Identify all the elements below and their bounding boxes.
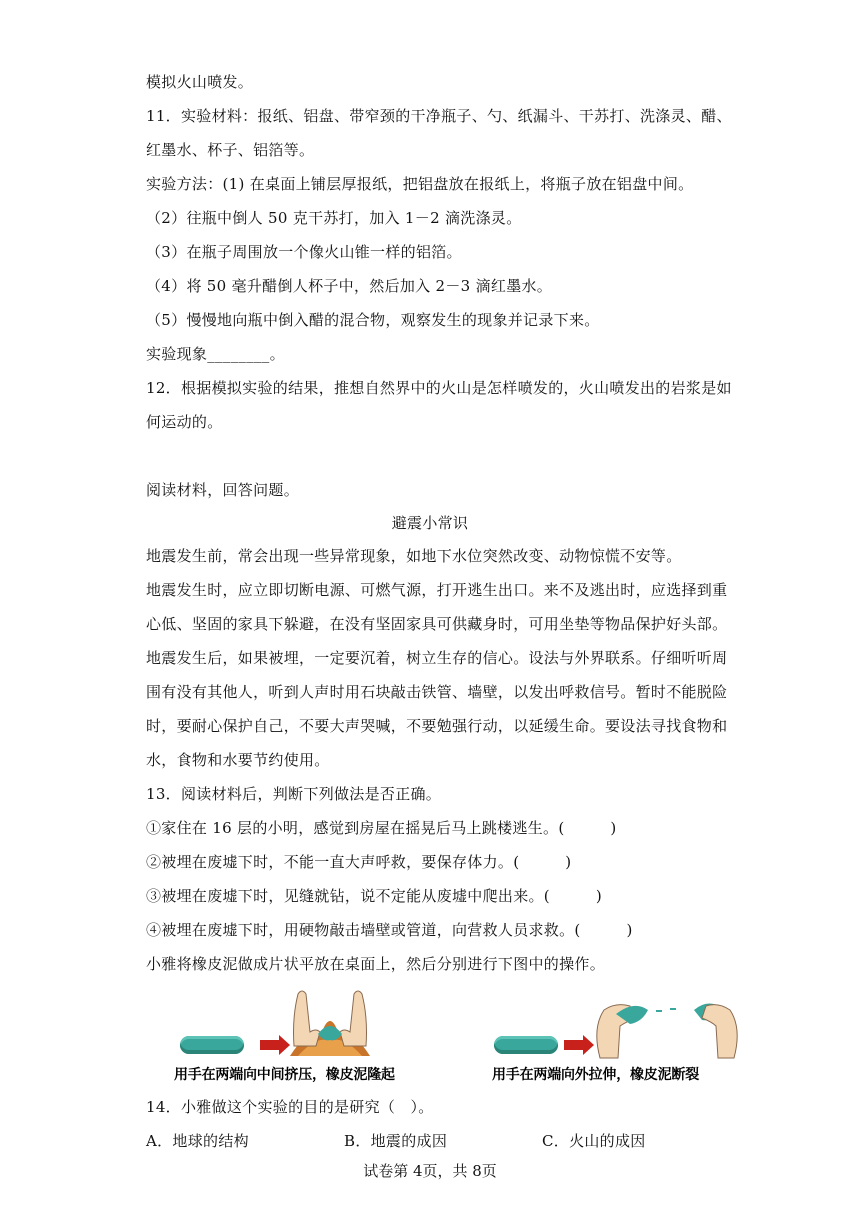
hands-squeezing-clay-image <box>288 988 372 1058</box>
clay-slab-image <box>180 1036 244 1054</box>
stretching-caption: 用手在两端向外拉伸，橡皮泥断裂 <box>492 1067 699 1083</box>
question-11-materials: 11．实验材料：报纸、铝盘、带窄颈的干净瓶子、勺、纸漏斗、干苏打、洗涤灵、醋、 <box>146 107 732 125</box>
arrow-icon <box>564 1040 584 1050</box>
compression-caption: 用手在两端向中间挤压，橡皮泥隆起 <box>174 1067 395 1083</box>
method-step-4: （4）将 50 毫升醋倒人杯子中，然后加入 2－3 滴红墨水。 <box>146 277 553 295</box>
method-step-5: （5）慢慢地向瓶中倒入醋的混合物，观察发生的现象并记录下来。 <box>146 311 600 329</box>
figure-intro: 小雅将橡皮泥做成片状平放在桌面上，然后分别进行下图中的操作。 <box>146 955 606 973</box>
passage-paragraph: 围有没有其他人，听到人声时用石块敲击铁管、墙壁，以发出呼救信号。暂时不能脱险 <box>146 683 728 701</box>
passage-paragraph: 心低、坚固的家具下躲避，在没有坚固家具可供藏身时，可用坐垫等物品保护好头部。 <box>146 615 728 633</box>
question-13-item-3: ③被埋在废墟下时，见缝就钻，说不定能从废墟中爬出来。( ) <box>146 887 603 905</box>
question-14: 14．小雅做这个实验的目的是研究（ ）。 <box>146 1098 434 1116</box>
option-c: C．火山的成因 <box>542 1132 646 1150</box>
passage-title: 避震小常识 <box>391 514 469 532</box>
passage-paragraph: 地震发生前，常会出现一些异常现象，如地下水位突然改变、动物惊慌不安等。 <box>146 547 682 565</box>
question-13: 13．阅读材料后，判断下列做法是否正确。 <box>146 785 442 803</box>
text-line: 红墨水、杯子、铝箔等。 <box>146 141 315 159</box>
text-line: 何运动的。 <box>146 413 223 431</box>
arrow-icon <box>260 1040 280 1050</box>
question-12: 12．根据模拟实验的结果，推想自然界中的火山是怎样喷发的，火山喷发出的岩浆是如 <box>146 379 732 397</box>
passage-paragraph: 地震发生后，如果被埋，一定要沉着，树立生存的信心。设法与外界联系。仔细听听周 <box>146 649 728 667</box>
question-13-item-4: ④被埋在废墟下时，用硬物敲击墙壁或管道，向营救人员求救。( ) <box>146 921 633 939</box>
option-a: A．地球的结构 <box>146 1132 249 1150</box>
clay-slab-image <box>494 1036 558 1054</box>
method-step-3: （3）在瓶子周围放一个像火山锥一样的铝箔。 <box>146 243 462 261</box>
passage-paragraph: 水，食物和水要节约使用。 <box>146 751 330 769</box>
question-13-item-2: ②被埋在废墟下时，不能一直大声呼救，要保存体力。( ) <box>146 853 572 871</box>
reading-instruction: 阅读材料，回答问题。 <box>146 481 300 499</box>
experiment-method: 实验方法：(1) 在桌面上铺层厚报纸，把铝盘放在报纸上，将瓶子放在铝盘中间。 <box>146 175 694 193</box>
hands-stretching-clay-image <box>590 988 744 1060</box>
question-13-item-1: ①家住在 16 层的小明，感觉到房屋在摇晃后马上跳楼逃生。( ) <box>146 819 617 837</box>
compression-figure <box>176 988 426 1088</box>
stretching-figure <box>490 988 760 1088</box>
page-footer: 试卷第 4页，共 8页 <box>363 1162 497 1180</box>
passage-paragraph: 时，要耐心保护自己，不要大声哭喊，不要勉强行动，以延缓生命。要设法寻找食物和 <box>146 717 728 735</box>
text-line: 模拟火山喷发。 <box>146 73 254 91</box>
method-step-2: （2）往瓶中倒人 50 克干苏打，加入 1－2 滴洗涤灵。 <box>146 209 522 227</box>
experiment-phenomenon-blank: 实验现象________。 <box>146 345 285 363</box>
passage-paragraph: 地震发生时，应立即切断电源、可燃气源，打开逃生出口。来不及逃出时，应选择到重 <box>146 581 728 599</box>
option-b: B．地震的成因 <box>344 1132 448 1150</box>
